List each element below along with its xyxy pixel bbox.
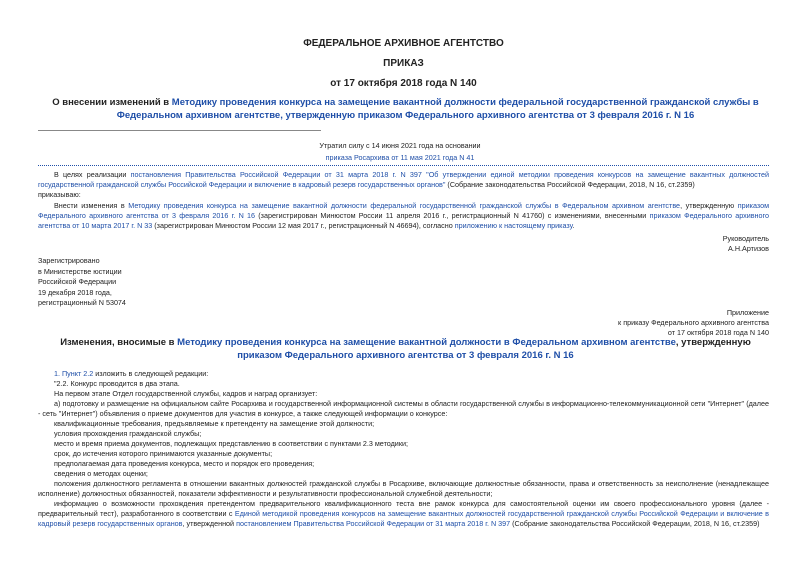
status-note (250, 141, 550, 163)
amend-mid-3: (зарегистрирован Минюстом России 12 мая 2017 г., регистрационный N 46694), согласно (152, 221, 455, 230)
preamble-link-resolution-397[interactable]: постановления Правительства Российской Федерации от 31 марта 2018 г. N 397 "Об утверждении единой методики проведения конкурсов на замещение вакантных должностей государственной гражданской службы Российской Федерации и включение в кадровый резерв государственных органов" (38, 170, 769, 189)
dotted-divider (38, 165, 769, 166)
preamble-order-word: приказываю: (38, 190, 81, 199)
registration-line-1: Зарегистрировано (38, 256, 100, 265)
signature-role: Руководитель (722, 234, 769, 243)
doc-type: ПРИКАЗ (383, 58, 424, 69)
doc-title (38, 96, 773, 122)
registration-line-3: Российской Федерации (38, 277, 117, 286)
quote-link-unified-methodology[interactable]: Единой методикой проведения конкурсов на замещение вакантных должностей государственной гражданской службы Российской Федерации и включение в кадровый резерв государственных органов (38, 509, 770, 528)
signature-block (569, 234, 769, 254)
item1-post: изложить в следующей редакции: (93, 369, 209, 378)
quote-line-11-pre: информацию о возможности прохождения претендентом предварительного квалификационного теста вне рамок конкурса для самостоятельной оценки им своего профессионального уровня (далее - предварительный тест), разработанного в соответствии с (38, 499, 769, 518)
changes-title-link-order[interactable]: приказом Федерального архивного агентства от 3 февраля 2016 г. N 16 (237, 350, 574, 361)
amend-mid-2: (зарегистрирован Минюстом России 11 апреля 2016 г., регистрационный N 41760) с изменениями, внесенными (255, 211, 650, 220)
status-line-1: Утратил силу с 14 июня 2021 года на основании (319, 141, 481, 150)
doc-title-link-methodology[interactable]: Методику проведения конкурса на замещение вакантной должности федеральной государственной гражданской службы в Федеральном архивном агентстве, утвержденную (116, 97, 759, 121)
changes-title-link-methodology[interactable]: Методику проведения конкурса на замещение вакантной должности в Федеральном архивном агентстве (177, 337, 676, 348)
amend-link-order-33[interactable]: приказом Федерального архивного агентства от 10 марта 2017 г. N 33 (38, 211, 769, 230)
quote-link-resolution-397[interactable]: постановлением Правительства Российской Федерации от 31 марта 2018 г. N 397 (236, 519, 511, 528)
registration-block (38, 256, 288, 309)
status-link-repeal-order[interactable]: приказа Росархива от 11 мая 2021 года N 41 (325, 153, 475, 162)
amend-end: . (572, 221, 575, 230)
registration-line-5: регистрационный N 53074 (38, 298, 126, 307)
doc-title-link-order[interactable]: приказом Федерального архивного агентства от 3 февраля 2016 г. N 16 (357, 110, 695, 121)
quote-line-8: предполагаемая дата проведения конкурса, место и порядок его проведения; (54, 459, 315, 468)
amend-paragraph (38, 201, 769, 231)
appendix-line-1: Приложение (726, 308, 769, 317)
appendix-block (469, 308, 769, 338)
quote-line-11-mid: , утвержденной (182, 519, 237, 528)
changes-body (38, 369, 769, 529)
changes-title-mid: , утвержденную (675, 337, 751, 348)
signature-name: А.Н.Артизов (728, 244, 769, 253)
agency-name: ФЕДЕРАЛЬНОЕ АРХИВНОЕ АГЕНТСТВО (303, 38, 504, 49)
doc-date-number: от 17 октября 2018 года N 140 (330, 78, 477, 89)
quote-line-1: "2.2. Конкурс проводится в два этапа. (54, 379, 180, 388)
quote-line-6: место и время приема документов, подлежащих представлению в соответствии с пунктами 2.3 методики; (54, 439, 408, 448)
amend-mid-1: , утвержденную (680, 201, 738, 210)
quote-line-11-post: (Собрание законодательства Российской Федерации, 2018, N 16, ст.2359) (510, 519, 760, 528)
quote-line-4: квалификационные требования, предъявляемые к претенденту на замещение этой должности; (54, 419, 375, 428)
appendix-line-2: к приказу Федерального архивного агентства (618, 318, 769, 327)
registration-line-4: 19 декабря 2018 года, (38, 287, 112, 297)
amend-pre: Внести изменения в (54, 201, 129, 210)
registration-line-2: в Министерстве юстиции (38, 266, 122, 276)
amend-link-appendix[interactable]: приложению к настоящему приказу (454, 221, 573, 230)
doc-title-pre: О внесении изменений в (52, 97, 172, 108)
quote-line-5: условия прохождения гражданской службы; (54, 429, 202, 438)
quote-line-9: сведения о методах оценки; (54, 469, 148, 478)
quote-line-10: положения должностного регламента в отношении вакантных должностей гражданской службы в Росархиве, включающие должностные обязанности, права и ответственность за неисполнение (ненадлежащее исполнение) должностных обязанностей, показатели эффективности и результативности профессиональной служебной деятельности; (38, 479, 769, 498)
quote-line-3: а) подготовку и размещение на официальном сайте Росархива и государственной информационной системы в области государственной службы в информационно-телекоммуникационной сети "Интернет" (далее - сеть "Интернет") объявления о приеме документов для участия в конкурсе, а также следующей информации о конкурсе: (38, 399, 769, 418)
preamble-post: (Собрание законодательства Российской Федерации, 2018, N 16, ст.2359) (445, 180, 695, 189)
item1-link[interactable]: 1. Пункт 2.2 (54, 369, 94, 378)
divider-rule (38, 130, 321, 131)
appendix-line-3: от 17 октября 2018 года N 140 (667, 328, 769, 337)
quote-line-7: срок, до истечения которого принимаются указанные документы; (54, 449, 273, 458)
changes-title-pre: Изменения, вносимые в (60, 337, 178, 348)
preamble-pre: В целях реализации (54, 170, 131, 179)
amend-link-methodology[interactable]: Методику проведения конкурса на замещение вакантной должности федеральной государственной гражданской службы в Федеральном архивном агентстве (128, 201, 681, 210)
quote-line-2: На первом этапе Отдел государственной службы, кадров и наград организует: (54, 389, 318, 398)
amend-link-order-16[interactable]: приказом Федерального архивного агентства от 3 февраля 2016 г. N 16 (38, 201, 770, 220)
preamble-paragraph (38, 170, 769, 200)
changes-title (38, 336, 773, 362)
